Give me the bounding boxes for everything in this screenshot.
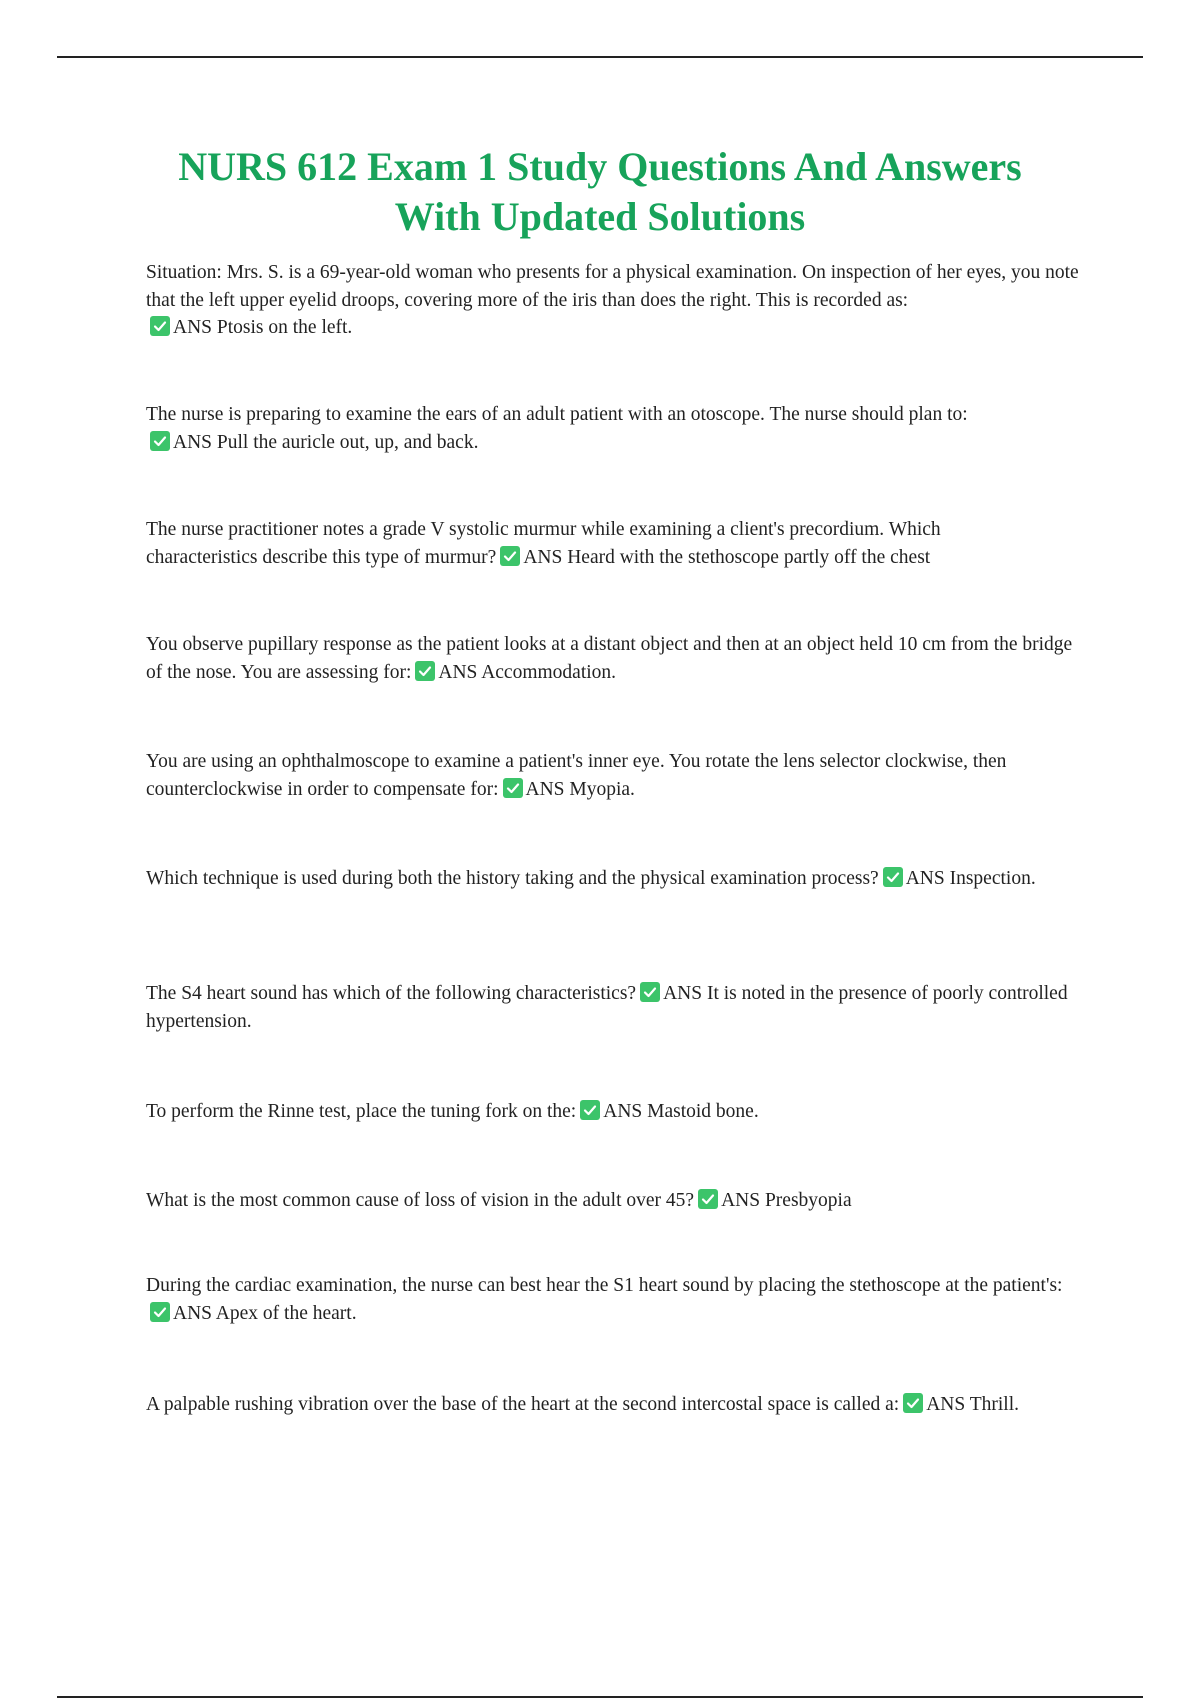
title-line-2: With Updated Solutions <box>394 194 806 239</box>
qa-item <box>146 865 1046 893</box>
checkmark-icon <box>415 661 435 681</box>
answer-text: ANS It is noted in the presence of poorly controlled hypertension. <box>146 983 1068 1032</box>
page-title <box>100 142 1100 242</box>
answer-text: ANS Myopia. <box>525 778 635 800</box>
checkmark-icon <box>150 431 170 451</box>
checkmark-icon <box>903 1393 923 1413</box>
checkmark-icon <box>150 1302 170 1322</box>
title-line-1: NURS 612 Exam 1 Study Questions And Answers <box>178 144 1022 189</box>
question-text: You are using an ophthalmoscope to examine a patient's inner eye. You rotate the lens selector clockwise, then counterclockwise in order to compensate for: <box>146 751 1007 800</box>
answer-text: ANS Heard with the stethoscope partly off the chest <box>523 546 931 568</box>
bottom-rule <box>57 1696 1143 1698</box>
qa-item <box>146 748 1086 803</box>
question-text: To perform the Rinne test, place the tuning fork on the: <box>146 1101 577 1122</box>
question-text: What is the most common cause of loss of vision in the adult over 45? <box>146 1190 695 1211</box>
answer-text: ANS Pull the auricle out, up, and back. <box>173 431 479 453</box>
qa-item <box>146 1272 1086 1327</box>
qa-item <box>146 1098 1086 1126</box>
answer-text: ANS Presbyopia <box>721 1190 852 1211</box>
question-text: Situation: Mrs. S. is a 69-year-old woman who presents for a physical examination. On inspection of her eyes, you note that the left upper eyelid droops, covering more of the iris than does the right. This is recorded as: <box>146 262 1079 311</box>
checkmark-icon <box>500 546 520 566</box>
qa-item <box>146 631 1086 686</box>
answer-text: ANS Mastoid bone. <box>603 1101 759 1122</box>
checkmark-icon <box>580 1100 600 1120</box>
qa-item <box>146 516 1036 571</box>
answer-text: ANS Accommodation. <box>438 661 617 683</box>
checkmark-icon <box>883 867 903 887</box>
question-text: The nurse is preparing to examine the ears of an adult patient with an otoscope. The nurse should plan to: <box>146 404 968 425</box>
question-text: During the cardiac examination, the nurse can best hear the S1 heart sound by placing the stethoscope at the patient's: <box>146 1275 1063 1296</box>
qa-item <box>146 980 1076 1035</box>
checkmark-icon <box>150 316 170 336</box>
checkmark-icon <box>698 1189 718 1209</box>
answer-text: ANS Ptosis on the left. <box>173 317 353 338</box>
question-text: The nurse practitioner notes a grade V systolic murmur while examining a client's precordium. Which characteristics describe this type of murmur? <box>146 519 941 568</box>
checkmark-icon <box>503 778 523 798</box>
question-text: Which technique is used during both the history taking and the physical examination process? <box>146 868 879 889</box>
qa-item <box>146 1391 1071 1419</box>
qa-item <box>146 259 1086 342</box>
answer-text: ANS Thrill. <box>926 1394 1020 1415</box>
qa-item <box>146 1187 1086 1215</box>
question-text: The S4 heart sound has which of the following characteristics? <box>146 983 637 1004</box>
question-text: You observe pupillary response as the patient looks at a distant object and then at an object held 10 cm from the bridge of the nose. You are assessing for: <box>146 634 1073 683</box>
checkmark-icon <box>640 982 660 1002</box>
qa-item <box>146 401 1086 456</box>
answer-text: ANS Apex of the heart. <box>173 1302 357 1324</box>
top-rule <box>57 56 1143 58</box>
answer-text: ANS Inspection. <box>905 868 1036 889</box>
question-text: A palpable rushing vibration over the base of the heart at the second intercostal space is called a: <box>146 1394 900 1415</box>
